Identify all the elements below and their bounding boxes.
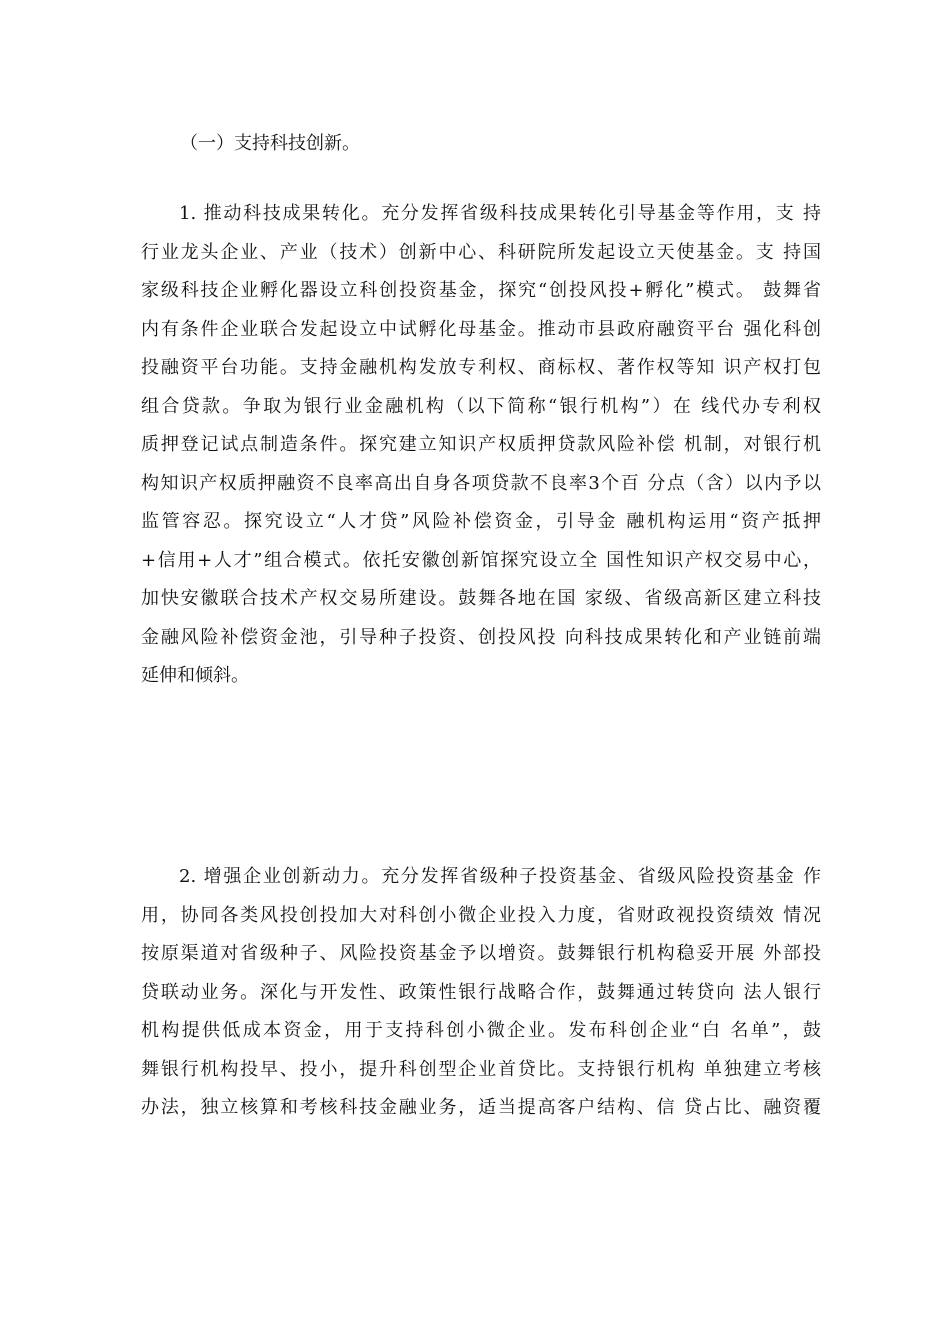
paragraph-line: 监管容忍。探究设立“人才贷”风险补偿资金，引导金 融机构运用“资产抵押: [141, 511, 821, 532]
paragraph-line: 质押登记试点制造条件。探究建立知识产权质押贷款风险补偿 机制，对银行机: [141, 434, 821, 455]
paragraph-line: 2. 增强企业创新动力。充分发挥省级种子投资基金、省级风险投资基金 作: [179, 866, 821, 887]
paragraph-line: 机构提供低成本资金，用于支持科创小微企业。发布科创企业“白 名单”，鼓: [141, 1020, 821, 1041]
paragraph-line: 舞银行机构投早、投小，提升科创型企业首贷比。支持银行机构 单独建立考核: [141, 1058, 821, 1080]
paragraph-line: 加快安徽联合技术产权交易所建设。鼓舞各地在国 家级、省级高新区建立科技: [141, 588, 821, 609]
paragraph-line: 组合贷款。争取为银行业金融机构（以下简称“银行机构”）在 线代办专利权: [141, 395, 821, 417]
paragraph-line: 1. 推动科技成果转化。充分发挥省级科技成果转化引导基金等作用，支 持: [179, 203, 821, 224]
paragraph-1: [141, 195, 821, 696]
paragraph-line: 按原渠道对省级种子、风险投资基金予以增资。鼓舞银行机构稳妥开展 外部投: [141, 943, 821, 964]
paragraph-line: 金融风险补偿资金池，引导种子投资、创投风投 向科技成果转化和产业链前端: [141, 626, 821, 648]
paragraph-line: 内有条件企业联合发起设立中试孵化母基金。推动市县政府融资平台 强化科创: [141, 318, 821, 340]
paragraph-line: 构知识产权质押融资不良率高出自身各项贷款不良率3个百 分点（含）以内予以: [141, 472, 821, 494]
section-heading: （一）支持科技创新。: [180, 133, 360, 154]
paragraph-line: 家级科技企业孵化器设立科创投资基金，探究“创投风投+孵化”模式。 鼓舞省: [141, 280, 821, 301]
paragraph-line: 行业龙头企业、产业（技术）创新中心、科研院所发起设立天使基金。支 持国: [141, 241, 821, 263]
paragraph-line: 贷联动业务。深化与开发性、政策性银行战略合作，鼓舞通过转贷向 法人银行: [141, 981, 821, 1003]
paragraph-line: 投融资平台功能。支持金融机构发放专利权、商标权、著作权等知 识产权打包: [141, 357, 821, 378]
paragraph-line: +信用+人才”组合模式。依托安徽创新馆探究设立全 国性知识产权交易中心，: [141, 549, 821, 571]
paragraph-line: 办法，独立核算和考核科技金融业务，适当提高客户结构、信 贷占比、融资覆: [141, 1097, 821, 1118]
paragraph-line: 用，协同各类风投创投加大对科创小微企业投入力度，省财政视投资绩效 情况: [141, 904, 821, 926]
paragraph-line: 延伸和倾斜。: [141, 665, 249, 686]
paragraph-2: [141, 858, 821, 1128]
